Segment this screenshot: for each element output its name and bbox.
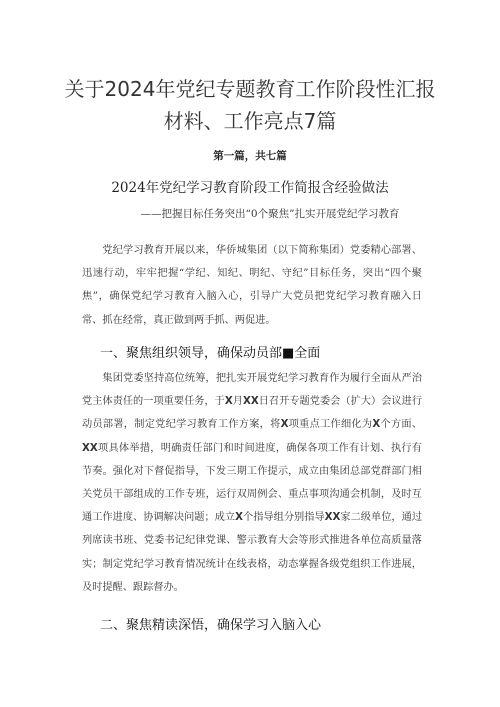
paragraph-text: 个方面、	[380, 419, 423, 431]
part-label: 第一篇，共七篇	[213, 150, 287, 162]
paragraph-text: 月	[232, 396, 243, 408]
paragraph-text: 项重点工作细化为	[288, 419, 373, 431]
placeholder-mark: XX	[242, 396, 259, 408]
paragraph-text: 日召开专题党委会（扩大）会议进行动员部署，制定党纪学习教育工作方案，将	[82, 396, 423, 431]
paragraph-text: 集团党委坚持高位统筹，把扎实开展党纪学习教育作为履行全面从严治党主体责任的一项重要任务，于	[82, 373, 422, 408]
intro-paragraph: 党纪学习教育开展以来，华侨城集团（以下简称集团）党委精心部署、迅速行动，牢牢把握“学纪、知纪、明纪、守纪”目标任务，突出“四个聚焦”，确保党纪学习教育入脑入心，引导广大党员把党纪学习教育融入日常、抓在经常，真正做到两手抓、两促进。	[82, 245, 422, 326]
document-title-line-2: 材料、工作亮点7篇	[163, 109, 337, 134]
document-title	[40, 73, 460, 137]
placeholder-mark: XX	[82, 442, 98, 454]
paragraph-text: 项具体举措，明确责任部门和时间进度，确保各项工作有计划、执行有节奏。强化对下督促指导，下发三期工作提示，成立由集团总部党群部门相关党员干部组成的工作专班，运行双周例会、重点事项沟通会机制，及时互通工作进度、协调解决问题；成立	[82, 442, 422, 524]
section-1-paragraph	[82, 367, 422, 599]
paragraph-text: 个指导组分别指导	[242, 512, 325, 524]
placeholder-mark: XX	[324, 512, 341, 524]
placeholder-mark: X	[235, 512, 243, 524]
placeholder-mark: X	[280, 419, 289, 431]
document-title-line-1: 关于2024年党纪专题教育工作阶段性汇报	[64, 77, 436, 102]
placeholder-mark: X	[372, 419, 381, 431]
paragraph-text: 家二级单位，通过列席读书班、党委书记纪律党课、警示教育大会等形式推进各单位高质量落实；制定党纪学习教育情况统计在线表格，动态掌握各级党组织工作进展，及时提醒、跟踪督办。	[82, 512, 423, 593]
section-2-heading: 二、聚焦精读深悟，确保学习入脑入心	[100, 618, 322, 633]
placeholder-mark: X	[224, 396, 233, 408]
article-subtitle: ——把握目标任务突出“0个聚焦”扎实开展党纪学习教育	[140, 208, 400, 220]
article-title: 2024年党纪学习教育阶段工作简报含经验做法	[111, 180, 389, 196]
section-1-heading: 一、聚焦组织领导，确保动员部■全面	[100, 346, 321, 361]
